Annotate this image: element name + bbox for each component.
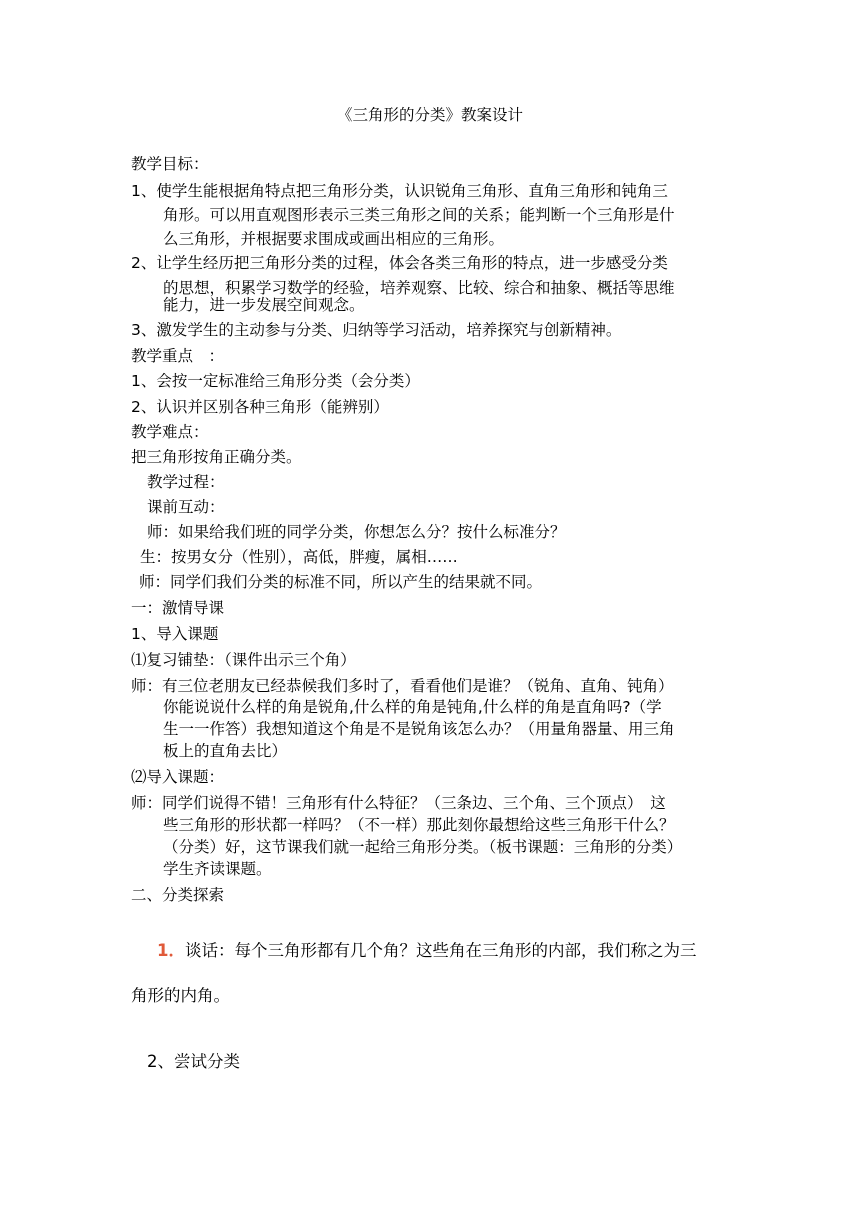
warmup-heading: 课前互动： (147, 498, 225, 516)
difficulty-heading: 教学难点： (131, 423, 209, 441)
student-answer: 生：按男女分（性别），高低，胖瘦，属相…… (140, 548, 458, 566)
review-line-3: 生一一作答）我想知道这个角是不是锐角该怎么办？（用量角器量、用三角 (163, 720, 675, 738)
teacher-question: 师：如果给我们班的同学分类，你想怎么分？按什么标准分？ (147, 523, 566, 541)
intro-topic-heading: 1、导入课题 (131, 625, 219, 643)
review-heading: ⑴复习铺垫：（课件出示三个角） (131, 651, 356, 669)
teacher-summary: 师：同学们我们分类的标准不同，所以产生的结果就不同。 (139, 573, 543, 591)
topic-line-2: 些三角形的形状都一样吗？（不一样）那此刻你最想给这些三角形干什么？ (163, 816, 675, 834)
discussion-line-1 (157, 940, 696, 962)
part-two-heading: 二、分类探索 (131, 886, 225, 904)
objective-1-line-1: 1、使学生能根据角特点把三角形分类，认识锐角三角形、直角三角形和钝角三 (131, 182, 668, 200)
discussion-number: 1． (157, 941, 185, 960)
objective-2-line-2: 的思想，积累学习数学的经验，培养观察、比较、综合和抽象、概括等思维 (163, 279, 675, 297)
objective-1-line-2: 角形。可以用直观图形表示三类三角形之间的关系；能判断一个三角形是什 (163, 206, 675, 224)
topic-intro-heading: ⑵导入课题： (131, 768, 225, 786)
objective-3: 3、激发学生的主动参与分类、归纳等学习活动，培养探究与创新精神。 (131, 321, 622, 339)
discussion-line-2: 角形的内角。 (131, 986, 230, 1005)
topic-line-1: 师：同学们说得不错！三角形有什么特征？（三条边、三个角、三个顶点） 这 (131, 794, 666, 812)
objective-2-line-3: 能力，进一步发展空间观念。 (163, 296, 365, 314)
difficulty-text: 把三角形按角正确分类。 (131, 448, 302, 466)
key-points-heading: 教学重点 ： (131, 347, 225, 365)
review-line-4: 板上的直角去比） (163, 742, 288, 760)
objective-1-line-3: 么三角形，并根据要求围成或画出相应的三角形。 (163, 230, 505, 248)
part-one-heading: 一：激情导课 (131, 599, 225, 617)
objectives-heading: 教学目标： (131, 155, 209, 173)
review-line-2: 你能说说什么样的角是锐角,什么样的角是钝角,什么样的角是直角吗?（学 (163, 698, 662, 716)
objective-2-line-1: 2、让学生经历把三角形分类的过程，体会各类三角形的特点，进一步感受分类 (131, 254, 668, 272)
try-classify-heading: 2、尝试分类 (147, 1052, 240, 1071)
key-point-2: 2、认识并区别各种三角形（能辨别） (131, 398, 389, 416)
page-title: 《三角形的分类》教案设计 (336, 106, 523, 124)
key-point-1: 1、会按一定标准给三角形分类（会分类） (131, 372, 420, 390)
discussion-text: 谈话：每个三角形都有几个角？这些角在三角形的内部，我们称之为三 (184, 941, 697, 960)
process-heading: 教学过程： (147, 473, 225, 491)
topic-line-3: （分类）好，这节课我们就一起给三角形分类。（板书课题：三角形的分类） (163, 838, 683, 856)
topic-line-4: 学生齐读课题。 (163, 860, 272, 878)
review-line-1: 师：有三位老朋友已经恭候我们多时了，看看他们是谁？（锐角、直角、钝角） (131, 677, 674, 695)
